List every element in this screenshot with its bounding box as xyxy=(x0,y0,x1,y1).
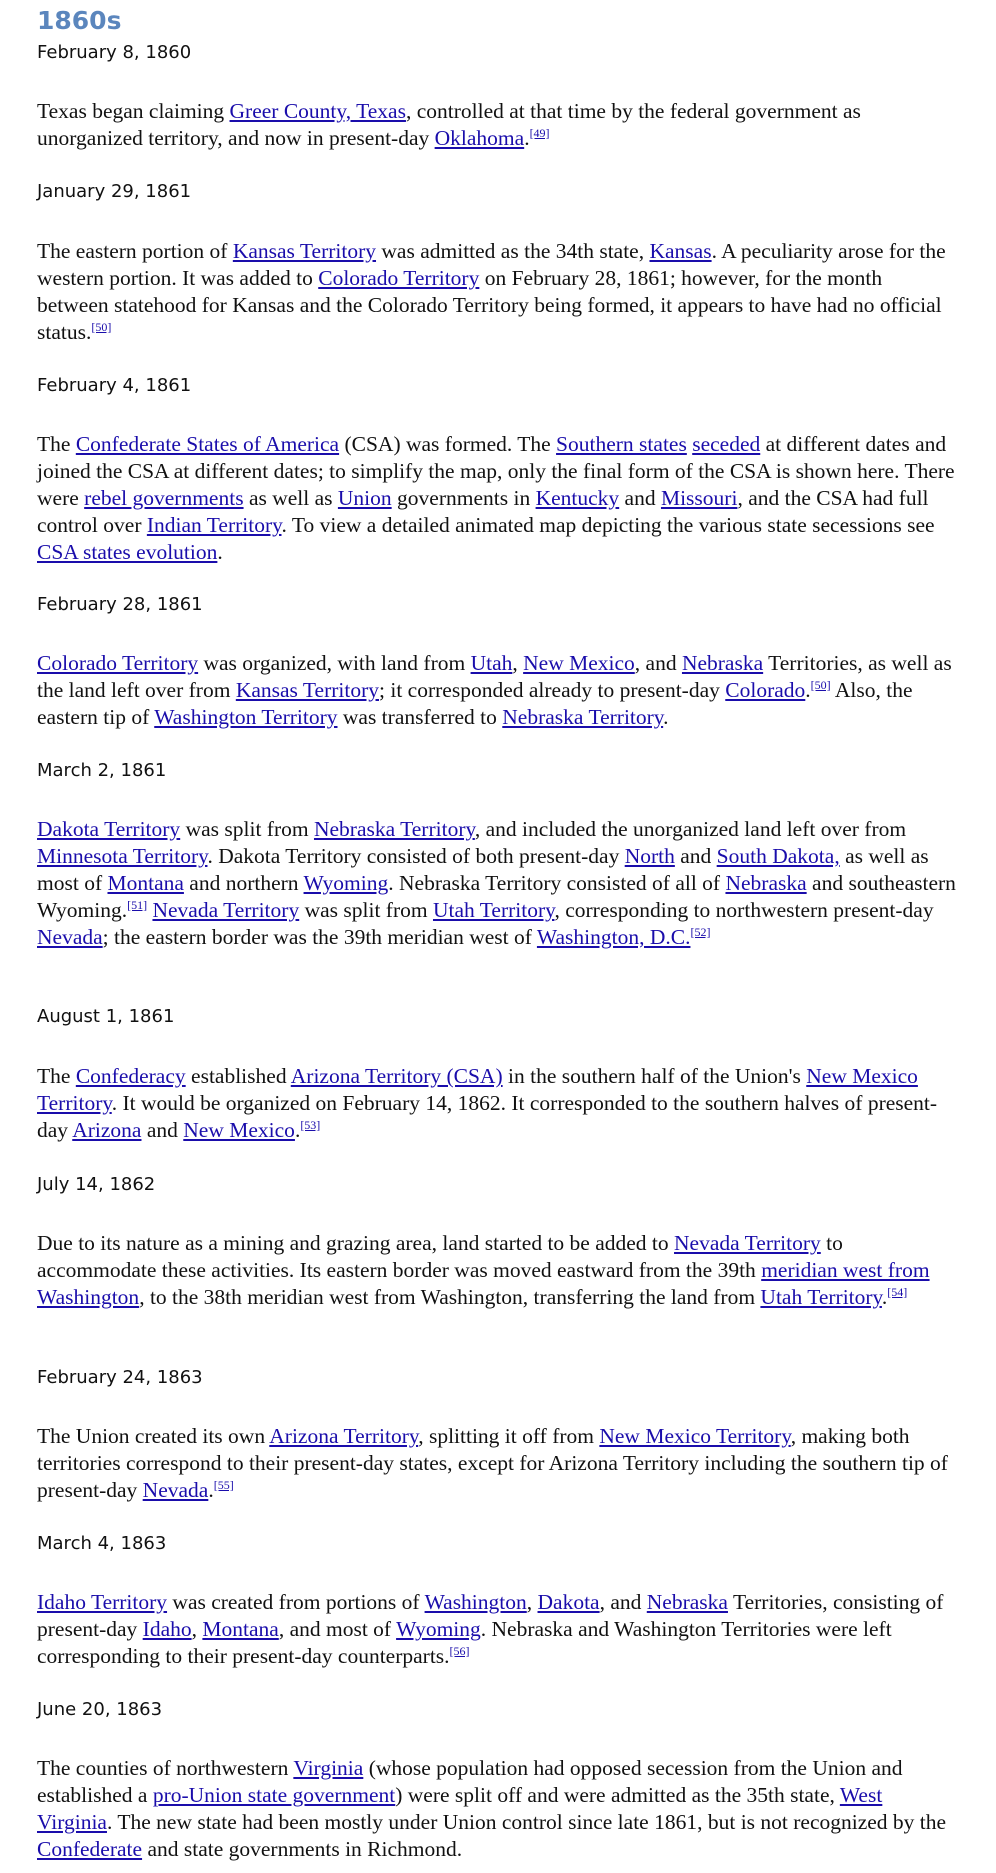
text-run: Due to its nature as a mining and grazing area, land started to be added to xyxy=(37,1231,675,1255)
wiki-link[interactable]: Nebraska xyxy=(725,871,807,895)
text-run: and xyxy=(141,1118,184,1142)
text-run: (whose population had opposed secession from the Union and established a xyxy=(37,1756,903,1807)
citation-link[interactable]: [49] xyxy=(529,125,550,140)
entry-date: August 1, 1861 xyxy=(37,1006,175,1027)
text-run: , xyxy=(191,1617,203,1641)
entry-date: June 20, 1863 xyxy=(37,1699,163,1720)
citation-superscript xyxy=(887,1285,907,1299)
citation-superscript xyxy=(530,126,550,140)
wiki-link[interactable]: Washington xyxy=(424,1590,527,1614)
text-run: , controlled at that time by the federal government as unorganized territory, and now in present-day xyxy=(37,99,861,150)
wiki-link[interactable]: Dakota xyxy=(537,1590,600,1614)
wiki-link[interactable]: New Mexico xyxy=(523,651,635,675)
wiki-link[interactable]: Nevada Territory xyxy=(152,898,300,922)
wiki-link[interactable]: Wyoming xyxy=(303,871,389,895)
wiki-link[interactable]: Confederacy xyxy=(75,1064,186,1088)
text-run: , corresponding to northwestern present-day xyxy=(554,898,934,922)
citation-link[interactable]: [52] xyxy=(690,924,711,939)
text-run: . Nebraska Territory consisted of all of xyxy=(388,871,726,895)
text-run: , and most of xyxy=(278,1617,397,1641)
wiki-link[interactable]: West Virginia xyxy=(37,1783,883,1834)
text-run: . xyxy=(294,1118,301,1142)
text-run: was transferred to xyxy=(337,705,503,729)
text-run: . Dakota Territory consisted of both present-day xyxy=(207,844,625,868)
wiki-link[interactable]: Utah xyxy=(470,651,513,675)
wiki-link[interactable]: Kansas Territory xyxy=(232,239,377,263)
wiki-link[interactable]: Colorado Territory xyxy=(37,651,199,675)
citation-link[interactable]: [56] xyxy=(449,1643,470,1658)
text-run: on February 28, 1861; however, for the month between statehood for Kansas and the Colorado Territory being formed, it appears to have had no official status. xyxy=(37,266,942,344)
wiki-link[interactable]: Utah Territory xyxy=(760,1285,882,1309)
text-run: in the southern half of the Union's xyxy=(502,1064,807,1088)
wiki-link[interactable]: Indian Territory xyxy=(146,513,282,537)
wiki-link[interactable]: Southern states xyxy=(556,432,687,456)
wiki-link[interactable]: Kansas xyxy=(649,239,712,263)
wiki-link[interactable]: Idaho Territory xyxy=(37,1590,168,1614)
entry-text xyxy=(37,1755,957,1863)
text-run: and state governments in Richmond. xyxy=(142,1837,463,1861)
text-run: (CSA) was formed. The xyxy=(339,432,557,456)
text-run: The Union created its own xyxy=(37,1424,270,1448)
entry-text xyxy=(37,816,957,951)
wiki-link[interactable]: Nebraska xyxy=(646,1590,728,1614)
entry-date: March 4, 1863 xyxy=(37,1533,167,1554)
wiki-link[interactable]: Nebraska Territory xyxy=(313,817,475,841)
entry-date: March 2, 1861 xyxy=(37,760,167,781)
wiki-link[interactable]: Union xyxy=(337,486,392,510)
wiki-link[interactable]: New Mexico Territory xyxy=(37,1064,918,1115)
wiki-link[interactable]: New Mexico xyxy=(183,1118,295,1142)
citation-superscript xyxy=(450,1644,470,1658)
wiki-link[interactable]: Kansas Territory xyxy=(235,678,379,702)
wiki-link[interactable]: New Mexico Territory xyxy=(599,1424,791,1448)
citation-superscript xyxy=(300,1118,320,1132)
text-run: The eastern portion of xyxy=(37,239,233,263)
text-run: . xyxy=(208,1478,214,1502)
entry-text xyxy=(37,98,957,152)
wiki-link[interactable]: Nebraska Territory xyxy=(502,705,664,729)
text-run: , and xyxy=(599,1590,647,1614)
text-run: . A peculiarity arose for the western portion. It was added to xyxy=(37,239,946,290)
wiki-link[interactable]: Dakota Territory xyxy=(37,817,181,841)
citation-superscript xyxy=(811,678,831,692)
wiki-link[interactable]: meridian west from Washington xyxy=(37,1258,930,1309)
wiki-link[interactable]: Montana xyxy=(202,1617,279,1641)
section-heading: 1860s xyxy=(37,6,122,35)
text-run: . Nebraska and Washington Territories were left corresponding to their present-day counterparts. xyxy=(37,1617,892,1668)
text-run: ) were split off and were admitted as the 35th state, xyxy=(395,1783,840,1807)
citation-superscript xyxy=(690,925,710,939)
wiki-link[interactable]: Utah Territory xyxy=(432,898,555,922)
text-run: . The new state had been mostly under Union control since late 1861, but is not recognized by the xyxy=(106,1810,947,1834)
wiki-link[interactable]: Greer County, Texas xyxy=(229,99,406,123)
wiki-link[interactable]: Nevada xyxy=(142,1478,209,1502)
citation-link[interactable]: [50] xyxy=(810,677,831,692)
citation-link[interactable]: [51] xyxy=(127,897,148,912)
text-run: as well as most of xyxy=(37,844,929,895)
wiki-link[interactable]: Washington Territory xyxy=(154,705,338,729)
text-run: , xyxy=(512,651,524,675)
text-run: . xyxy=(217,540,223,564)
entry-text xyxy=(37,238,957,346)
text-run: . To view a detailed animated map depicting the various state secessions see xyxy=(281,513,935,537)
wiki-link[interactable]: Colorado Territory xyxy=(318,266,480,290)
wiki-link[interactable]: Kentucky xyxy=(535,486,620,510)
text-run: to accommodate these activities. Its eastern border was moved eastward from the 39th xyxy=(37,1231,843,1282)
entry-date: February 8, 1860 xyxy=(37,42,192,63)
text-run: and xyxy=(674,844,717,868)
text-run: , splitting it off from xyxy=(418,1424,600,1448)
wiki-link[interactable]: Wyoming xyxy=(396,1617,481,1641)
citation-superscript xyxy=(127,898,147,912)
citation-link[interactable]: [54] xyxy=(887,1284,908,1299)
wiki-link[interactable]: Nevada xyxy=(37,925,103,949)
wiki-link[interactable]: Colorado xyxy=(725,678,806,702)
text-run: and xyxy=(619,486,661,510)
wiki-link[interactable]: pro-Union state government xyxy=(152,1783,396,1807)
wiki-link[interactable]: CSA states evolution xyxy=(37,540,218,564)
entry-text xyxy=(37,1230,957,1311)
text-run: The xyxy=(37,432,76,456)
text-run: established xyxy=(185,1064,291,1088)
text-run: , xyxy=(526,1590,538,1614)
text-run: , and the CSA had full control over xyxy=(37,486,929,537)
text-run: , making both territories correspond to their present-day states, except for Arizona Territory including the southern tip of present-day xyxy=(37,1424,948,1502)
text-run: . xyxy=(881,1285,888,1309)
text-run: , and included the unorganized land left over from xyxy=(474,817,907,841)
text-run: . xyxy=(524,126,530,150)
entry-text xyxy=(37,1423,957,1504)
wiki-link[interactable]: Arizona xyxy=(72,1118,142,1142)
wiki-link[interactable]: Idaho xyxy=(142,1617,192,1641)
text-run: Also, the eastern tip of xyxy=(37,678,913,729)
text-run: was admitted as the 34th state, xyxy=(376,239,650,263)
text-run: The xyxy=(37,1064,76,1088)
text-run: governments in xyxy=(391,486,536,510)
entry-date: February 24, 1863 xyxy=(37,1367,203,1388)
entry-text xyxy=(37,650,957,731)
wiki-link[interactable]: seceded xyxy=(692,432,761,456)
text-run: and southeastern Wyoming. xyxy=(37,871,956,922)
text-run: . xyxy=(663,705,669,729)
wiki-link[interactable]: Minnesota Territory xyxy=(37,844,208,868)
wiki-link[interactable]: Confederate xyxy=(37,1837,143,1861)
text-run: . xyxy=(805,678,811,702)
text-run: at different dates and joined the CSA at different dates; to simplify the map, only the final form of the CSA is shown here. There were xyxy=(37,432,955,510)
citation-superscript xyxy=(91,320,111,334)
entry-date: January 29, 1861 xyxy=(37,181,192,202)
wiki-link[interactable]: Nevada Territory xyxy=(674,1231,821,1255)
wiki-link[interactable]: North xyxy=(624,844,675,868)
text-run: Texas began claiming xyxy=(37,99,230,123)
text-run: was created from portions of xyxy=(167,1590,425,1614)
citation-link[interactable]: [53] xyxy=(300,1117,321,1132)
wiki-link[interactable]: Oklahoma xyxy=(434,126,525,150)
text-run: and northern xyxy=(183,871,304,895)
text-run: as well as xyxy=(243,486,338,510)
wiki-link[interactable]: Washington, D.C. xyxy=(536,925,691,949)
wiki-link[interactable]: Arizona Territory xyxy=(269,1424,419,1448)
citation-link[interactable]: [50] xyxy=(91,319,112,334)
text-run: , and xyxy=(634,651,682,675)
wiki-link[interactable]: South Dakota, xyxy=(716,844,840,868)
entry-date: July 14, 1862 xyxy=(37,1174,156,1195)
text-run: . It would be organized on February 14, 1862. It corresponded to the southern halves of present-day xyxy=(37,1091,938,1142)
text-run: was organized, with land from xyxy=(198,651,471,675)
text-run: The counties of northwestern xyxy=(37,1756,294,1780)
wiki-link[interactable]: rebel governments xyxy=(84,486,244,510)
wiki-link[interactable]: Montana xyxy=(107,871,184,895)
text-run: ; the eastern border was the 39th meridian west of xyxy=(102,925,537,949)
entry-text xyxy=(37,431,957,566)
text-run: was split from xyxy=(299,898,433,922)
text-run: Territories, as well as the land left over from xyxy=(37,651,952,702)
text-run: was split from xyxy=(180,817,314,841)
text-run: Territories, consisting of present-day xyxy=(37,1590,944,1641)
entry-text xyxy=(37,1063,957,1144)
wiki-link[interactable]: Arizona Territory (CSA) xyxy=(290,1064,503,1088)
entry-text xyxy=(37,1589,957,1670)
wiki-link[interactable]: Virginia xyxy=(293,1756,364,1780)
wiki-link[interactable]: Missouri xyxy=(660,486,738,510)
citation-link[interactable]: [55] xyxy=(213,1477,234,1492)
text-run: ; it corresponded already to present-day xyxy=(379,678,726,702)
text-run: , to the 38th meridian west from Washington, transferring the land from xyxy=(139,1285,761,1309)
wiki-link[interactable]: Confederate States of America xyxy=(75,432,340,456)
entry-date: February 28, 1861 xyxy=(37,594,203,615)
wiki-link[interactable]: Nebraska xyxy=(681,651,764,675)
citation-superscript xyxy=(214,1478,234,1492)
entry-date: February 4, 1861 xyxy=(37,375,192,396)
